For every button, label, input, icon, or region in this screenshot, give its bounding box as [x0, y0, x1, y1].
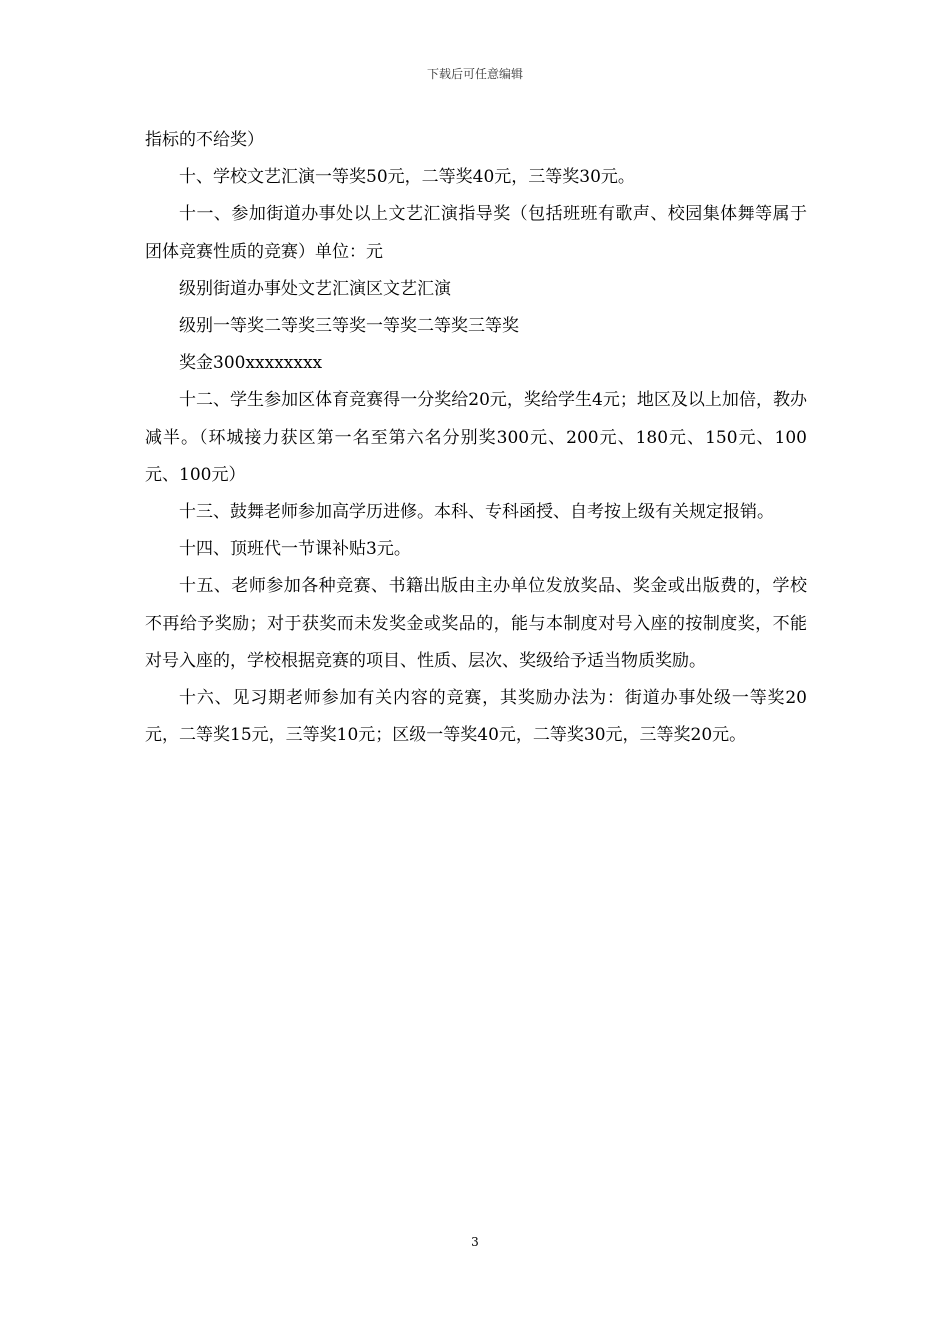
paragraph-level-row: 级别街道办事处文艺汇演区文艺汇演 — [179, 278, 451, 299]
page-number: 3 — [471, 1235, 479, 1249]
paragraph-prize-row: 级别一等奖二等奖三等奖一等奖二等奖三等奖 — [179, 316, 519, 337]
paragraph-item-13: 十三、鼓舞老师参加高学历进修。本科、专科函授、自考按上级有关规定报销。 — [179, 502, 774, 523]
paragraph-item-16: 十六、见习期老师参加有关内容的竞赛，其奖励办法为：街道办事处级一等奖20元，二等奖15元，三等奖10元；区级一等奖40元，二等奖30元，三等奖20元。 — [145, 688, 807, 746]
paragraph-item-11: 十一、参加街道办事处以上文艺汇演指导奖（包括班班有歌声、校园集体舞等属于团体竞赛性质的竞赛）单位：元 — [145, 204, 807, 262]
document-body — [145, 122, 807, 754]
paragraph-item-10: 十、学校文艺汇演一等奖50元，二等奖40元，三等奖30元。 — [179, 167, 635, 188]
paragraph-continuation: 指标的不给奖） — [145, 130, 264, 150]
paragraph-bonus-row: 奖金300xxxxxxxx — [179, 353, 323, 374]
paragraph-item-14: 十四、顶班代一节课补贴3元。 — [179, 539, 411, 560]
paragraph-item-15: 十五、老师参加各种竞赛、书籍出版由主办单位发放奖品、奖金或出版费的，学校不再给予奖励；对于获奖而未发奖金或奖品的，能与本制度对号入座的按制度奖，不能对号入座的，学校根据竞赛的项目、性质、层次、奖级给予适当物质奖励。 — [145, 576, 807, 671]
paragraph-item-12: 十二、学生参加区体育竞赛得一分奖给20元，奖给学生4元；地区及以上加倍，教办减半。（环城接力获区第一名至第六名分别奖300元、200元、180元、150元、100元、100元） — [145, 390, 807, 485]
page-header: 下载后可任意编辑 — [426, 67, 523, 81]
